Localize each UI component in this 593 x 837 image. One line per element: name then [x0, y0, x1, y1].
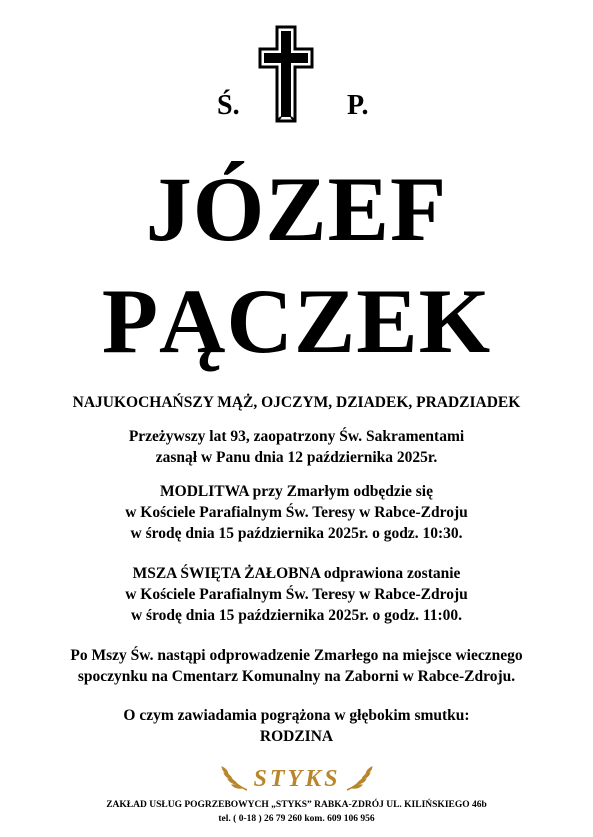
header-letter-p: P.: [347, 90, 369, 121]
styks-logo-text: STYKS: [253, 766, 341, 792]
left-laurel-icon: [222, 767, 247, 790]
family-signature: RODZINA: [259, 728, 334, 745]
styks-logo: [221, 760, 373, 796]
relations-line: NAJUKOCHAŃSZY MĄŻ, OJCZYM, DZIADEK, PRADZIADEK: [72, 394, 521, 411]
mass-line-1: MSZA ŚWIĘTA ŻAŁOBNA odprawiona zostanie: [132, 565, 461, 582]
cross-icon: [257, 24, 315, 124]
mass-line-2: w Kościele Parafialnym Św. Teresy w Rabce-Zdroju: [125, 586, 468, 603]
last-name: PĄCZEK: [101, 270, 492, 372]
footer-phone: tel. ( 0-18 ) 26 79 260 kom. 609 106 956: [218, 814, 375, 824]
death-notice-line-1: Przeżywszy lat 93, zaopatrzony Św. Sakramentami: [128, 428, 465, 445]
prayer-line-3: w środę dnia 15 października 2025r. o godz. 10:30.: [130, 525, 463, 542]
death-notice-line-2: zasnął w Panu dnia 12 października 2025r.: [155, 449, 438, 466]
prayer-line-1: MODLITWA przy Zmarłym odbędzie się: [160, 483, 433, 500]
footer-company: ZAKŁAD USŁUG POGRZEBOWYCH „STYKS” RABKA-ZDRÓJ UL. KILIŃSKIEGO 46b: [106, 800, 487, 810]
burial-line-1: Po Mszy Św. nastąpi odprowadzenie Zmarłego na miejsce wiecznego: [70, 647, 523, 664]
first-name: JÓZEF: [145, 158, 448, 260]
mass-line-3: w środę dnia 15 października 2025r. o godz. 11:00.: [130, 607, 463, 624]
right-laurel-icon: [347, 767, 372, 790]
closing-line: O czym zawiadamia pogrążona w głębokim smutku:: [123, 707, 470, 724]
header-letter-s: Ś.: [217, 90, 240, 121]
prayer-line-2: w Kościele Parafialnym Św. Teresy w Rabce-Zdroju: [125, 504, 468, 521]
burial-line-2: spoczynku na Cmentarz Komunalny na Zaborni w Rabce-Zdroju.: [77, 668, 516, 685]
